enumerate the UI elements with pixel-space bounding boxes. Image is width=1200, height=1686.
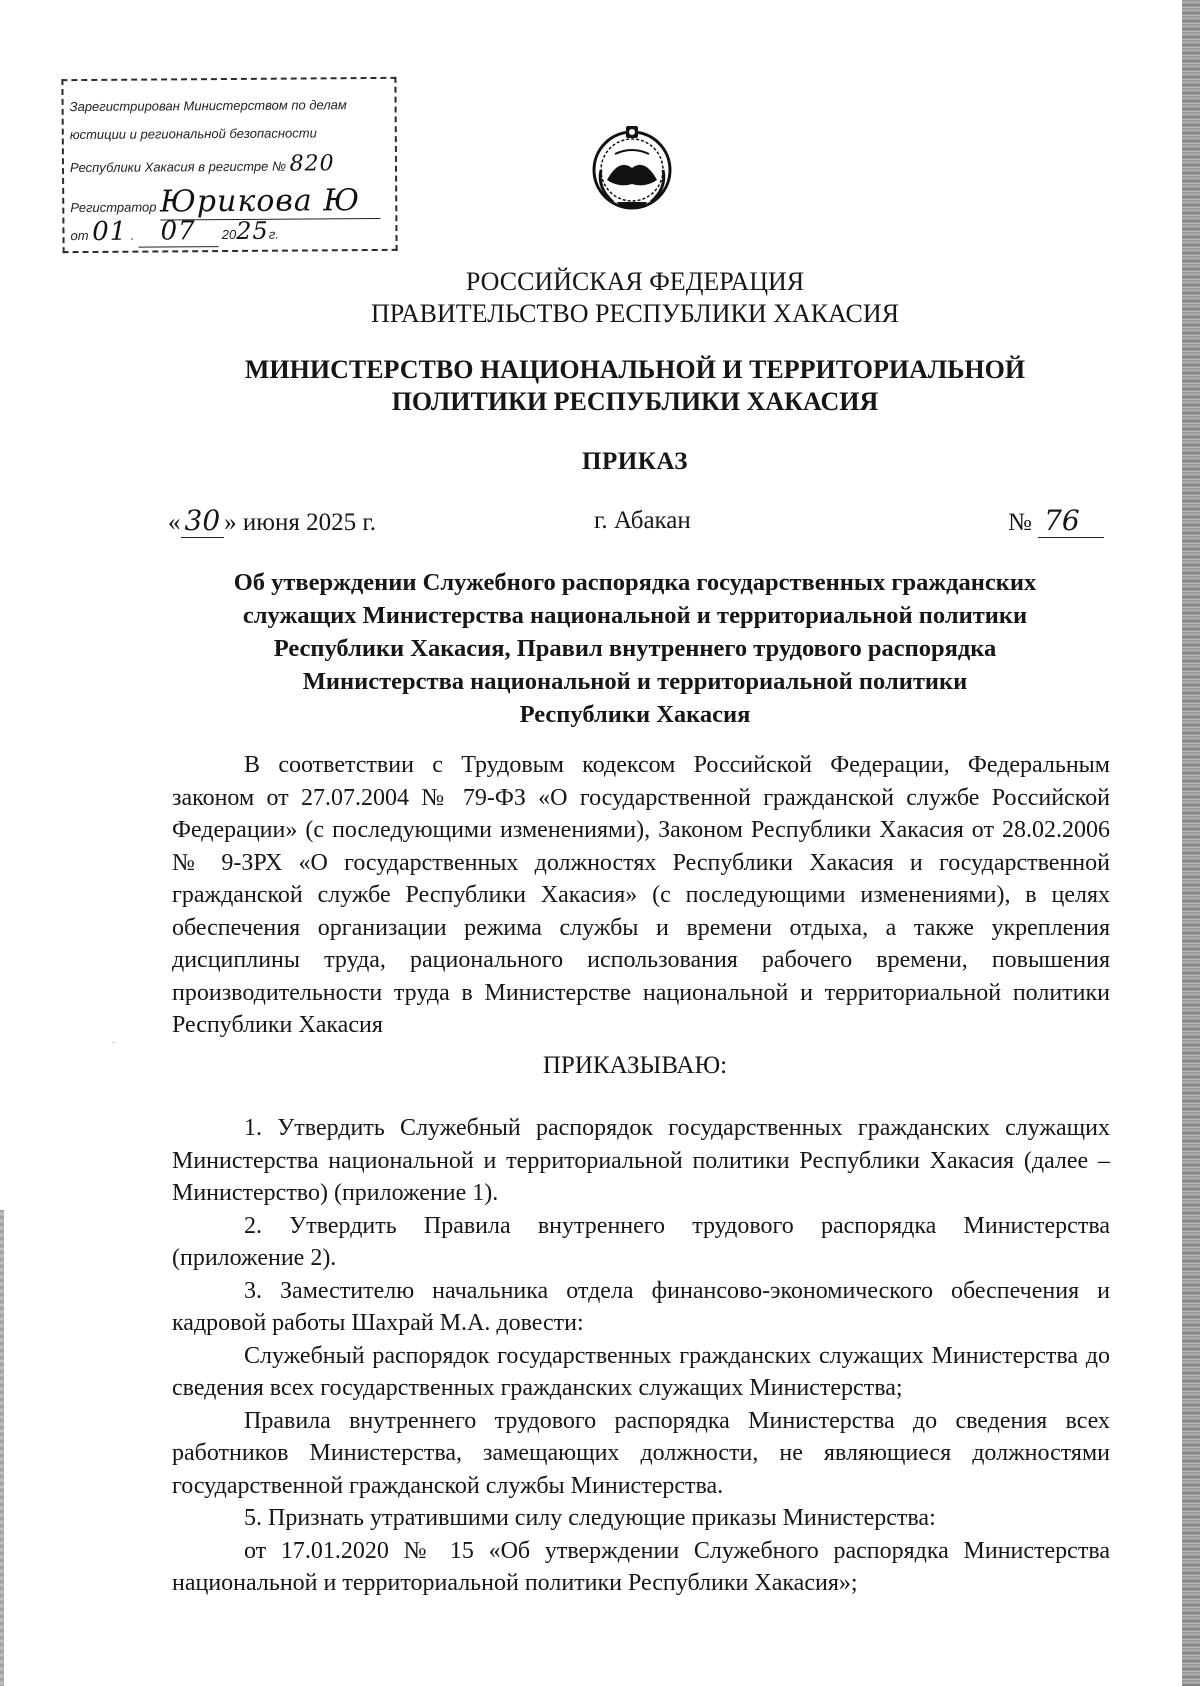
order-item-1: 1. Утвердить Служебный распорядок государственных гражданских служащих Министерства национальной и территориальной политики Республики Хакасия (далее – Министерство) (приложение 1). bbox=[172, 1115, 1110, 1206]
khakassia-coat-of-arms-icon bbox=[587, 118, 677, 214]
preamble bbox=[172, 749, 1110, 1042]
stamp-date-day: 01 bbox=[92, 216, 128, 247]
order-title bbox=[160, 566, 1110, 731]
stamp-date-label: от bbox=[70, 227, 89, 244]
stamp-date-year: 25 bbox=[236, 216, 269, 245]
order-item-3b: Правила внутреннего трудового распорядка Министерства до сведения всех работников Министерства, замещающих должности, не являющиеся должностями государственной гражданской службы Министерства. bbox=[172, 1407, 1110, 1499]
title-line-5: Республики Хакасия bbox=[519, 701, 751, 728]
registration-stamp bbox=[61, 77, 397, 253]
date-rest: » июня 2025 г. bbox=[224, 509, 377, 536]
number-label: № bbox=[1008, 509, 1032, 536]
ministry-line-1: МИНИСТЕРСТВО НАЦИОНАЛЬНОЙ И ТЕРРИТОРИАЛЬНОЙ bbox=[244, 355, 1026, 384]
order-item-3a: Служебный распорядок государственных гражданских служащих Министерства до сведения всех государственных гражданских служащих Министерства; bbox=[172, 1342, 1110, 1401]
stamp-line-5: от 01 . 07 2025г. bbox=[70, 216, 279, 247]
title-line-1: Об утверждении Служебного распорядка государственных гражданских bbox=[233, 569, 1037, 596]
document-type: ПРИКАЗ bbox=[582, 448, 688, 475]
government-name: ПРАВИТЕЛЬСТВО РЕСПУБЛИКИ ХАКАСИЯ bbox=[371, 299, 899, 328]
stamp-line-3 bbox=[70, 151, 335, 178]
order-item-5: 5. Признать утратившими силу следующие приказы Министерства: bbox=[244, 1505, 936, 1531]
order-number-handwritten: 76 bbox=[1038, 505, 1104, 538]
title-line-3: Республики Хакасия, Правил внутреннего трудового распорядка bbox=[273, 635, 997, 662]
stamp-line-2: юстиции и региональной безопасности bbox=[69, 125, 317, 143]
order-city: г. Абакан bbox=[594, 507, 691, 534]
stamp-registrar-label: Регистратор bbox=[70, 199, 157, 216]
stamp-date-suffix: г. bbox=[268, 226, 279, 242]
ministry-name bbox=[160, 354, 1110, 418]
order-date bbox=[168, 505, 376, 539]
stamp-date-year-prefix: 20 bbox=[221, 226, 237, 243]
stamp-date-month: 07 bbox=[138, 216, 218, 248]
order-items bbox=[172, 1112, 1110, 1600]
stamp-registry-number: 820 bbox=[289, 151, 335, 177]
order-item-3: 3. Заместителю начальника отдела финансово-экономического обеспечения и кадровой работы Шахрай М.А. довести: bbox=[172, 1277, 1110, 1336]
ministry-line-2: ПОЛИТИКИ РЕСПУБЛИКИ ХАКАСИЯ bbox=[391, 387, 879, 416]
country-name: РОССИЙСКАЯ ФЕДЕРАЦИЯ bbox=[465, 267, 805, 296]
scan-speck bbox=[112, 1042, 115, 1043]
stamp-line-1: Зарегистрирован Министерством по делам bbox=[69, 97, 347, 115]
registrar-signature: Юрикова Ю bbox=[160, 183, 380, 221]
order-item-5a: от 17.01.2020 № 15 «Об утверждении Служебного распорядка Министерства национальной и территориальной политики Республики Хакасия»; bbox=[172, 1537, 1110, 1596]
order-word: ПРИКАЗЫВАЮ: bbox=[542, 1052, 728, 1079]
order-number bbox=[1008, 505, 1104, 539]
order-day-handwritten: 30 bbox=[181, 504, 225, 538]
scan-edge bbox=[1182, 0, 1200, 1686]
date-open-quote: « bbox=[168, 509, 181, 536]
order-item-2: 2. Утвердить Правила внутреннего трудового распорядка Министерства (приложение 2). bbox=[172, 1212, 1110, 1271]
stamp-registry-label: Республики Хакасия в регистре № bbox=[69, 158, 287, 176]
title-line-4: Министерства национальной и территориальной политики bbox=[302, 668, 968, 695]
header-government-block bbox=[160, 266, 1110, 330]
preamble-paragraph: В соответствии с Трудовым кодексом Российской Федерации, Федеральным законом от 27.07.2004 № 79-ФЗ «О государственной гражданской службе Российской Федерации» (с последующими изменениями), Законом Республики Хакасия от 28.02.2006 № 9-ЗРХ «О государственных должностях Республики Хакасия и государственной гражданской службе Республики Хакасия» (с последующими изменениями), в целях обеспечения организации режима службы и времени отдыха, а также укрепления дисциплины труда, рационального использования рабочего времени, повышения производительности труда в Министерстве национальной и территориальной политики Республики Хакасия bbox=[172, 752, 1110, 1038]
title-line-2: служащих Министерства национальной и территориальной политики bbox=[242, 602, 1028, 629]
scan-edge-left bbox=[0, 1210, 4, 1686]
